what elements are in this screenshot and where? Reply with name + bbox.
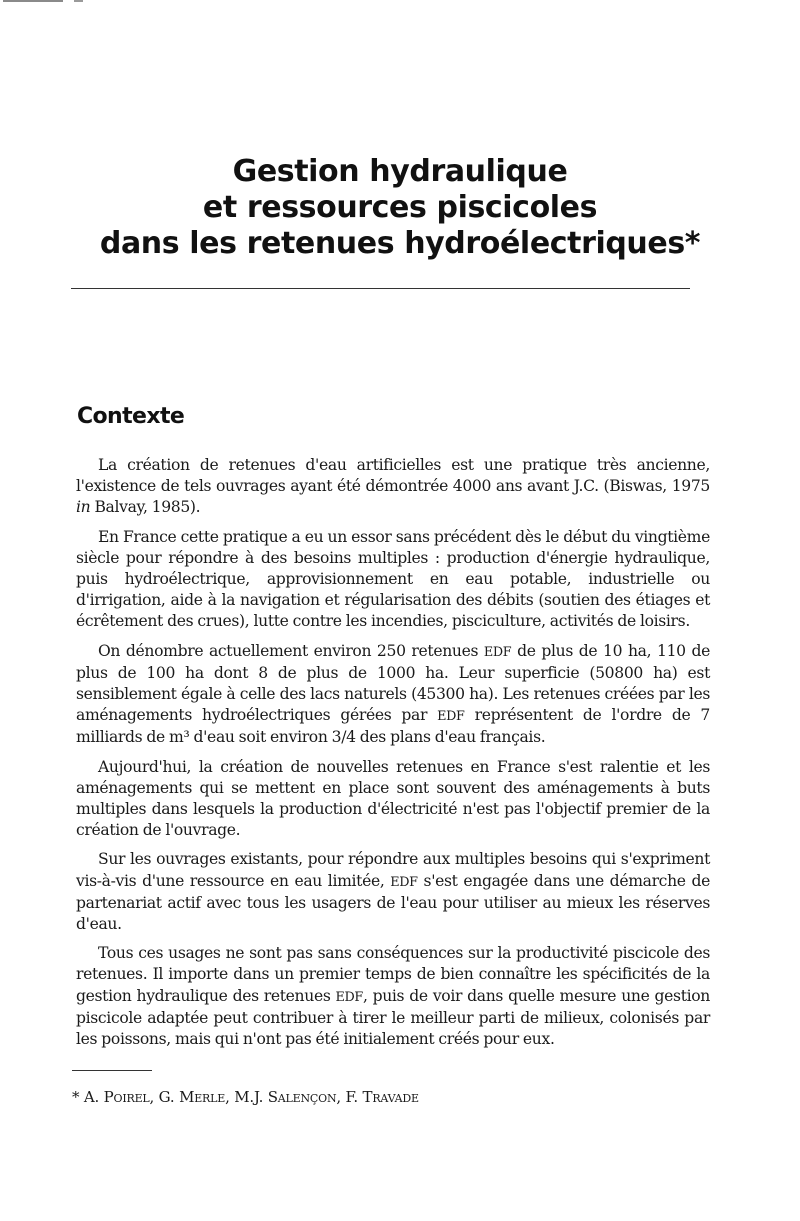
text-run: La création de retenues d'eau artificielles est une pratique très ancienne, l'existence de tels ouvrages ayant été démontrée 4000 ans avant J.C. (Biswas, 1975 (76, 456, 710, 496)
title-divider (71, 288, 690, 289)
text-run: s'est engagée dans une démarche de partenariat actif avec tous les usagers de l'eau pour utiliser au mieux les réserves d'eau. (76, 871, 710, 934)
acronym-edf: EDF (483, 644, 512, 660)
acronym-edf: EDF (335, 989, 363, 1005)
title-line-1: Gestion hydraulique (232, 154, 568, 189)
text-run: Balvay, 1985). (90, 498, 201, 517)
body-paragraph (76, 943, 710, 1050)
author (346, 1088, 419, 1106)
author-initials: F. (345, 1088, 363, 1106)
author-initials: M.J. (234, 1088, 268, 1106)
author (159, 1088, 225, 1106)
section-heading: Contexte (77, 404, 185, 429)
text-run: Tous ces usages ne sont pas sans conséquences sur la productivité piscicole des retenues. Il importe dans un premier temps de bien connaître les spécificités de la gestion hydraulique des retenues (76, 944, 710, 1005)
text-run: On dénombre actuellement environ 250 retenues (98, 641, 484, 660)
author (234, 1088, 336, 1106)
section-body (76, 455, 710, 1058)
author-surname: Salençon (267, 1088, 337, 1106)
scan-artifact-mark (74, 0, 83, 2)
title-line-3: dans les retenues hydroélectriques* (99, 226, 701, 261)
body-paragraph (76, 641, 710, 749)
text-run: Sur les ouvrages existants, pour répondre aux multiples besoins qui s'expriment vis-à-vis d'une ressource en eau limitée, (76, 850, 710, 890)
italic-text: in (76, 498, 91, 517)
body-paragraph (76, 757, 710, 842)
footnote-divider (72, 1070, 152, 1071)
author (84, 1088, 150, 1106)
acronym-edf: EDF (390, 874, 418, 890)
text-run: En France cette pratique a eu un essor sans précédent dès le début du vingtième siècle pour répondre à des besoins multiples : production d'énergie hydraulique, puis hydroélectrique, approvisionnement en eau potable, industrielle ou d'irrigation, aide à la navigation et régularisation des débits (soutien des étiages et écrêtement des crues), lutte contre les incendies, pisciculture, activités de loisirs. (76, 527, 710, 631)
author-surname: Travade (362, 1088, 419, 1106)
text-run: Aujourd'hui, la création de nouvelles retenues en France s'est ralentie et les aménagements qui se mettent en place sont souvent des aménagements à buts multiples dans lesquels la production d'électricité n'est pas l'objectif premier de la création de l'ouvrage. (76, 757, 710, 840)
body-paragraph (76, 527, 710, 633)
scan-artifact-line (3, 0, 63, 2)
footnote: * A. Poirel, G. Merle, M.J. Salençon, F. Travade (72, 1088, 419, 1106)
body-paragraph (76, 455, 710, 519)
title-line-2: et ressources piscicoles (202, 190, 598, 225)
author-initials: G. (158, 1088, 180, 1106)
body-paragraph (76, 849, 710, 935)
acronym-edf: EDF (437, 709, 465, 725)
author-surname: Poirel (103, 1088, 150, 1106)
text-run: , puis de voir dans quelle mesure une gestion piscicole adaptée peut contribuer à tirer le meilleur parti de milieux, colonisés par les poissons, mais qui n'ont pas été initialement créés pour eux. (76, 986, 710, 1049)
text-run: de plus de 10 ha, 110 de plus de 100 ha dont 8 de plus de 1000 ha. Leur superficie (50800 ha) est sensiblement égale à celle des lacs naturels (45300 ha). Les retenues créées par les aménagements hydroélectriques gérées par (76, 641, 711, 725)
author-initials: A. (83, 1088, 104, 1106)
footnote-marker: * (72, 1088, 84, 1106)
page-title (0, 154, 800, 262)
text-run: représentent de l'ordre de 7 milliards de m³ d'eau soit environ 3/4 des plans d'eau français. (76, 706, 711, 747)
author-surname: Merle (179, 1088, 226, 1106)
